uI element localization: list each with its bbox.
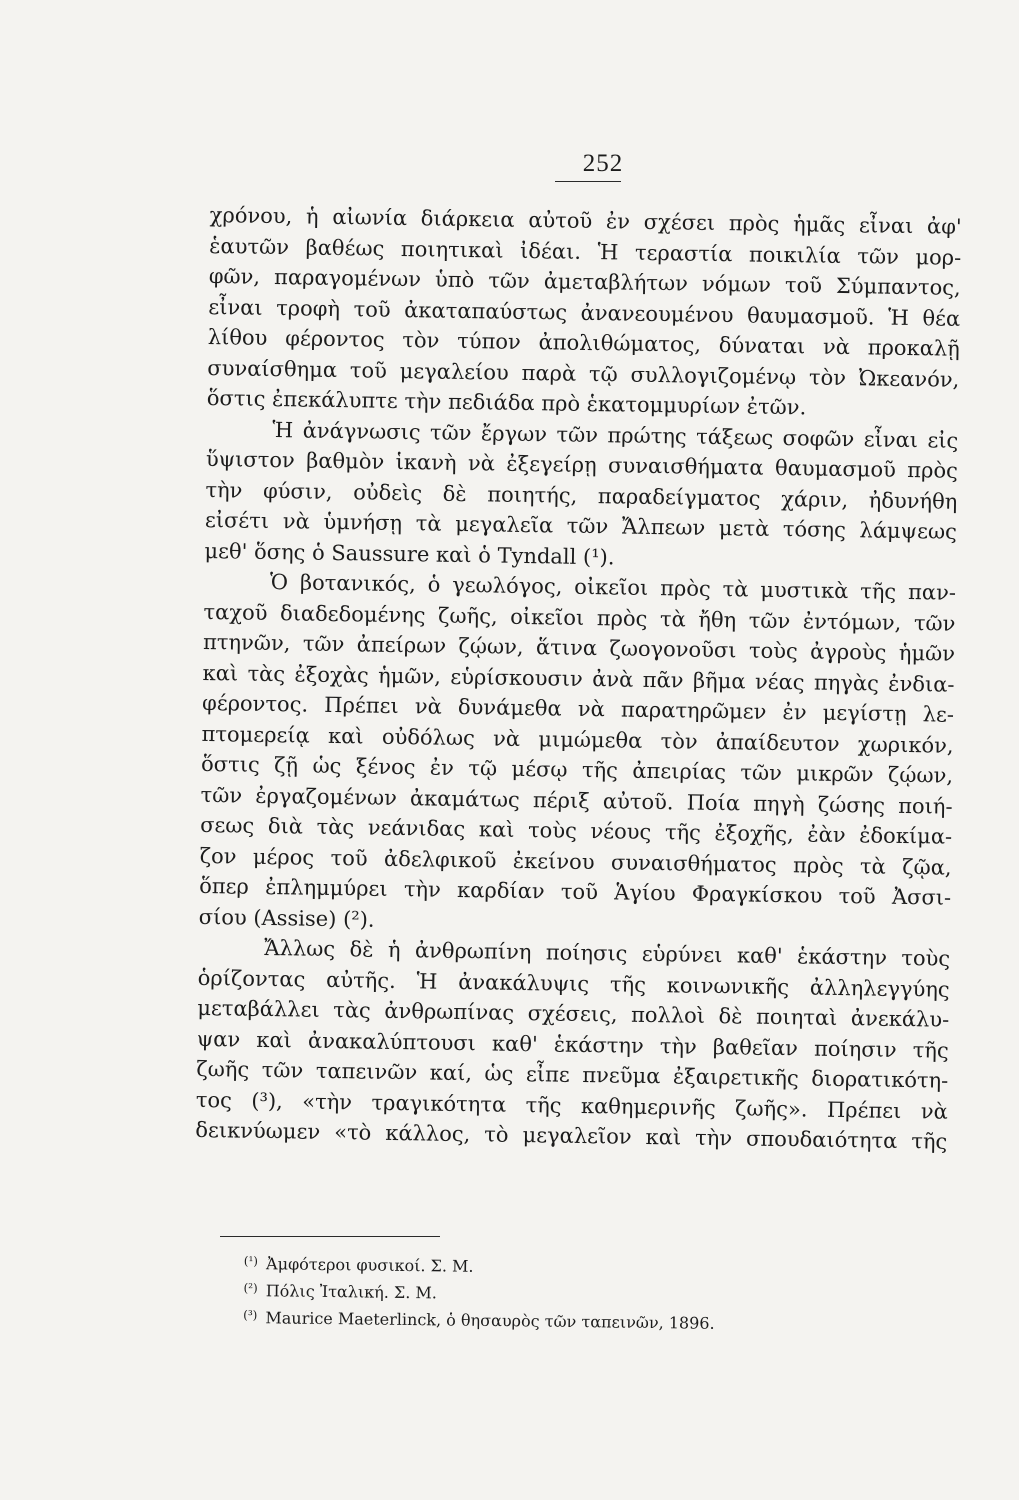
footnote-rule: [220, 1236, 440, 1237]
text-line: φέροντος. Πρέπει νὰ δυνάμεθα νὰ παρατηρῶμεν ἐν μεγίστῃ λε-: [201, 690, 955, 727]
text-line: χρόνου, ἡ αἰωνία διάρκεια αὐτοῦ ἐν σχέσει πρὸς ἡμᾶς εἶναι ἀφ': [209, 202, 962, 239]
body-text: [195, 200, 962, 1157]
paragraph-first-line: Ἡ ἀνάγνωσις τῶν ἔργων τῶν πρώτης τάξεως σοφῶν εἶναι εἰς: [272, 417, 959, 453]
footnote-text: Maurice Maeterlinck, ὁ θησαυρὸς τῶν ταπεινῶν, 1896.: [265, 1308, 715, 1333]
paragraph-first-line: Ὁ βοτανικός, ὁ γεωλόγος, οἰκεῖοι πρὸς τὰ μυστικὰ τῆς παν-: [269, 569, 957, 605]
text-line: ὅστις ζῇ ὡς ξένος ἐν τῷ μέσῳ τῆς ἀπειρίας τῶν μικρῶν ζῴων,: [200, 751, 954, 788]
text-line: σίου (Assise) (²).: [198, 904, 375, 932]
text-line: πτομερείᾳ καὶ οὐδόλως νὰ μιμώμεθα τὸν ἀπαίδευτον χωρικόν,: [201, 721, 954, 758]
footnote-text: Πόλις Ἰταλική. Σ. Μ.: [265, 1281, 438, 1303]
footnote-mark: (³): [243, 1307, 258, 1323]
text-line: τῶν ἐργαζομένων ἀκαμάτως πέριξ αὐτοῦ. Ποία πηγὴ ζώσης ποιή-: [200, 782, 953, 819]
text-line: σεως διὰ τὰς νεάνιδας καὶ τοὺς νέους τῆς ἐξοχῆς, ἐὰν ἐδοκίμα-: [199, 812, 953, 849]
footnote-text: Ἀμφότεροι φυσικοί. Σ. Μ.: [265, 1254, 474, 1276]
text-line: τος (³), «τὴν τραγικότητα τῆς καθημερινῆς ζωῆς». Πρέπει νὰ: [195, 1087, 948, 1124]
text-line: εἰσέτι νὰ ὑμνήσῃ τὰ μεγαλεῖα τῶν Ἄλπεων μετὰ τόσης λάμψεως: [204, 507, 958, 544]
text-line: ὕψιστον βαθμὸν ἱκανὴ νὰ ἐξεγείρῃ συναισθήματα θαυμασμοῦ πρὸς: [205, 446, 959, 483]
footnote-mark: (¹): [243, 1253, 259, 1269]
paragraph-first-line: Ἄλλως δὲ ἡ ἀνθρωπίνη ποίησις εὑρύνει καθ' ἑκάστην τοὺς: [264, 935, 951, 971]
header-rule: [555, 181, 621, 182]
text-line: πτηνῶν, τῶν ἀπείρων ζῴων, ἅτινα ζωογονοῦσι τοὺς ἀγροὺς ἡμῶν: [202, 629, 956, 666]
text-line: δεικνύωμεν «τὸ κάλλος, τὸ μεγαλεῖον καὶ τὴν σπουδαιότητα τῆς: [195, 1117, 948, 1154]
text-line: συναίσθημα τοῦ μεγαλείου παρὰ τῷ συλλογιζομένῳ τὸν Ὠκεανόν,: [207, 355, 960, 392]
text-line: ὁρίζοντας αὐτῆς. Ἡ ἀνακάλυψις τῆς κοινωνικῆς ἀλληλεγγύης: [197, 965, 950, 1002]
text-line: ἑαυτῶν βαθέως ποιητικαὶ ἰδέαι. Ἡ τεραστία ποικιλία τῶν μορ-: [209, 233, 962, 270]
footnotes: [243, 1248, 864, 1337]
text-line: ψαν καὶ ἀνακαλύπτουσι καθ' ἑκάστην τὴν βαθεῖαν ποίησιν τῆς: [196, 1026, 949, 1063]
text-line: ὅπερ ἐπλημμύρει τὴν καρδίαν τοῦ Ἁγίου Φραγκίσκου τοῦ Ἀσσι-: [199, 873, 952, 910]
text-line: ζωῆς τῶν ταπεινῶν καί, ὡς εἶπε πνεῦμα ἐξαιρετικῆς διορατικότη-: [196, 1056, 949, 1093]
text-line: μεταβάλλει τὰς ἀνθρωπίνας σχέσεις, πολλοὶ δὲ ποιηταὶ ἀνεκάλυ-: [197, 995, 950, 1032]
page-number: 252: [582, 150, 624, 177]
text-line: μεθ' ὅσης ὁ Saussure καὶ ὁ Tyndall (¹).: [204, 538, 615, 569]
text-line: ὅστις ἐπεκάλυπτε τὴν πεδιάδα πρὸ ἑκατομμυρίων ἐτῶν.: [206, 385, 807, 420]
text-line: εἶναι τροφὴ τοῦ ἀκαταπαύστως ἀνανεουμένου θαυμασμοῦ. Ἡ θέα: [208, 294, 961, 331]
text-line: καὶ τὰς ἐξοχὰς ἡμῶν, εὑρίσκουσιν ἀνὰ πᾶν βῆμα νέας πηγὰς ἐνδια-: [202, 660, 955, 697]
text-line: φῶν, παραγομένων ὑπὸ τῶν ἀμεταβλήτων νόμων τοῦ Σύμπαντος,: [208, 263, 961, 300]
text-line: ζον μέρος τοῦ ἀδελφικοῦ ἐκείνου συναισθήματος πρὸς τὰ ζῷα,: [199, 843, 952, 880]
footnote-mark: (²): [243, 1280, 258, 1296]
text-line: τὴν φύσιν, οὐδεὶς δὲ ποιητής, παραδείγματος χάριν, ἠδυνήθη: [205, 477, 958, 514]
text-line: ταχοῦ διαδεδομένης ζωῆς, οἰκεῖοι πρὸς τὰ ἤθη τῶν ἐντόμων, τῶν: [203, 599, 956, 636]
text-line: λίθου φέροντος τὸν τύπον ἀπολιθώματος, δύναται νὰ προκαλῇ: [207, 324, 960, 361]
